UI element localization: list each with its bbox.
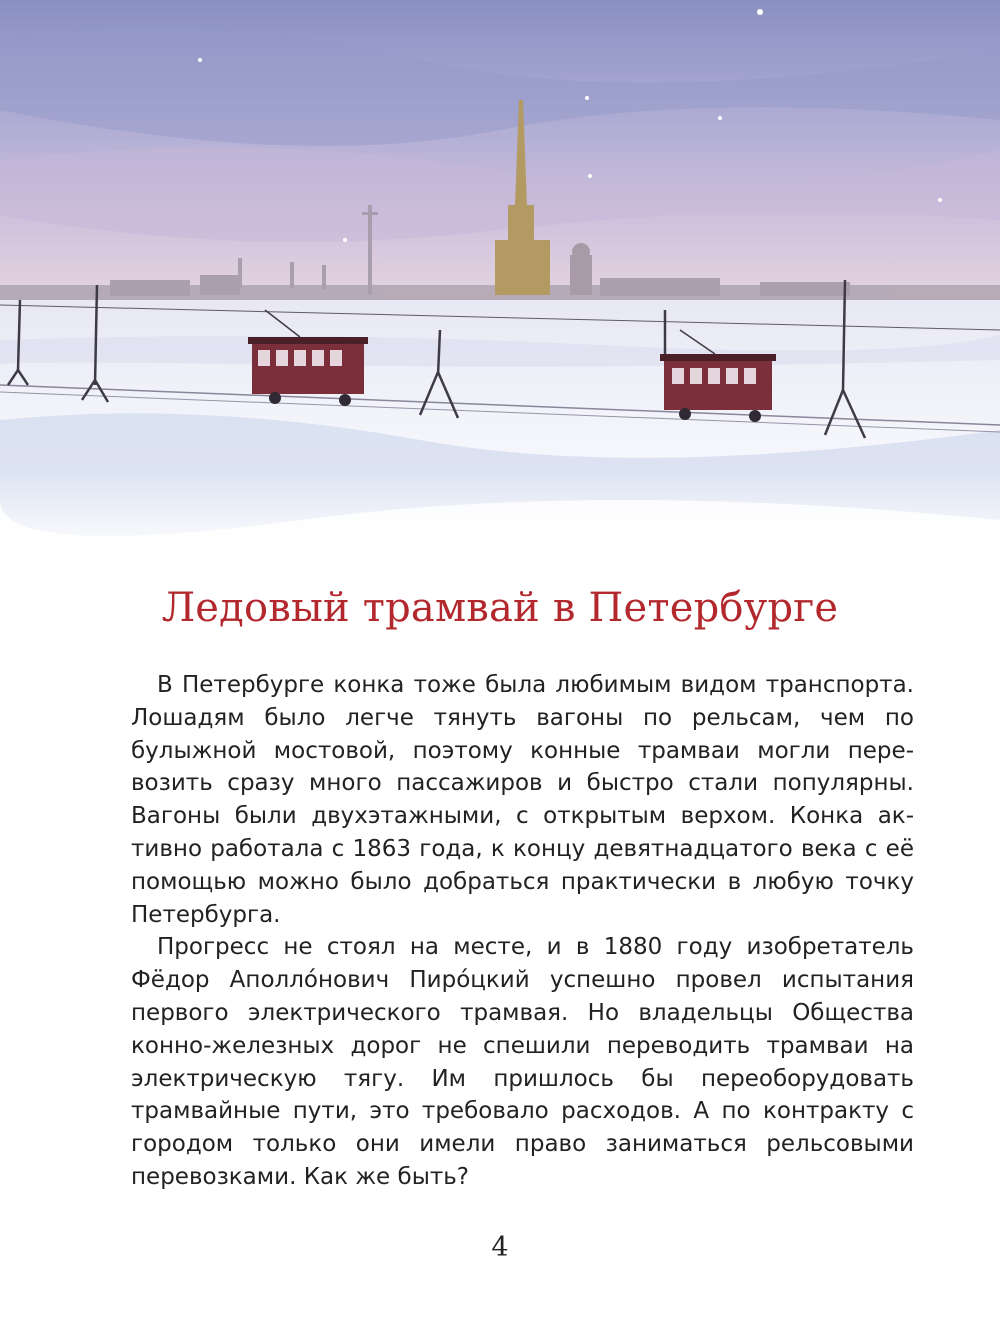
page-title: Ледовый трамвай в Петербурге [161,585,839,631]
paragraph: Прогресс не стоял на месте, и в 1880 году изобретатель Фёдор Аполло́нович Пиро́цкий успешно провел испытания первого электрического трамвая. Но владельцы Общества конно-железных дорог не спешили переводить трамваи на электрическую тягу. Им пришлось бы переоборудовать трамвайные пути, это требовало расходов. А по контракту с городом только они имели право заниматься рельсовыми перевозками. Как же быть? [131,934,914,1190]
bottom-fade [0,470,1000,560]
page-number: 4 [491,1232,509,1263]
illustration-svg [0,0,1000,560]
paragraph: В Петербурге конка тоже была любимым видом транспорта. Лошадям было легче тянуть вагоны по рельсам, чем по булыжной мостовой, поэтому конные трамваи могли перевозить сразу много пассажиров и быстро стали популярны. Вагоны были двухэтажными, с открытым верхом. Конка активно работала с 1863 года, к концу девятнадцатого века с её помощью можно было добраться практически в любую точку Петербурга. [131,672,914,928]
watercolor-illustration-ice-tram [0,0,1000,560]
body-text [131,669,914,1194]
